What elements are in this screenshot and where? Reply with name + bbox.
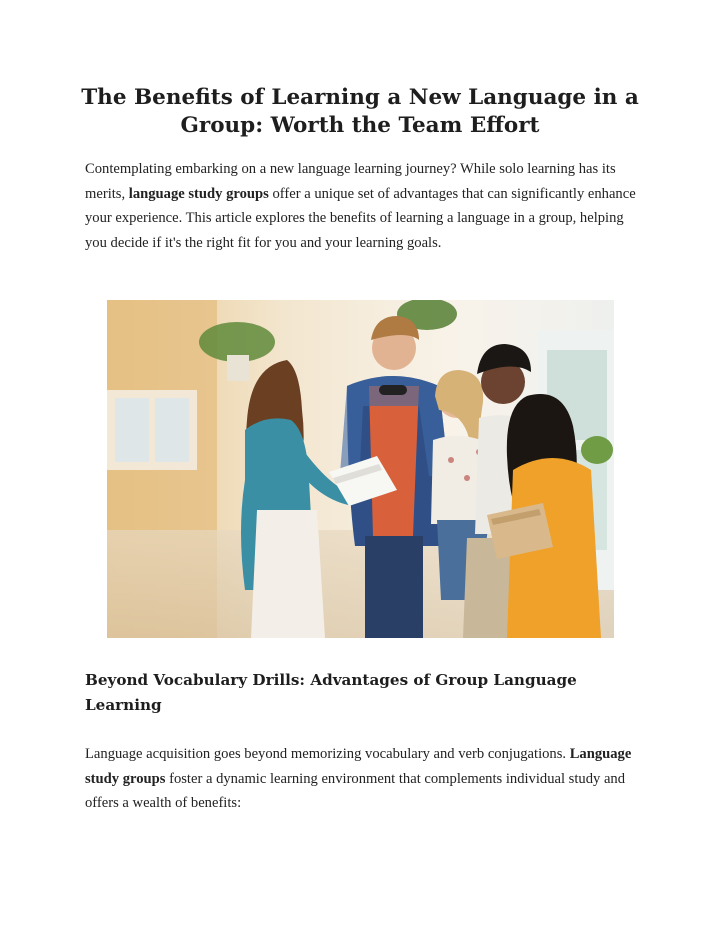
students-group-illustration xyxy=(107,300,614,638)
article-photo xyxy=(107,300,614,638)
section-text-1: Language acquisition goes beyond memorizing vocabulary and verb conjugations. xyxy=(85,746,570,762)
section-paragraph xyxy=(85,742,645,816)
intro-text-1: Contemplating embarking on a new language learning journey? While solo learning has its merits, xyxy=(85,161,616,202)
section-text-2: foster a dynamic learning environment that complements individual study and offers a wealth of benefits: xyxy=(85,770,626,812)
intro-text-2: offer a unique set of advantages that can significantly enhance your experience. This article explores the benefits of learning a language in a group, helping you decide if it's the right fit for you and your learning goals. xyxy=(85,185,636,251)
intro-bold-phrase: language study groups xyxy=(128,185,269,202)
intro-paragraph xyxy=(85,157,640,255)
section-heading: Beyond Vocabulary Drills: Advantages of Group Language Learning xyxy=(85,671,577,714)
section-bold-phrase: Language study groups xyxy=(85,746,632,787)
article-title: The Benefits of Learning a New Language in a Group: Worth the Team Effort xyxy=(81,85,639,138)
